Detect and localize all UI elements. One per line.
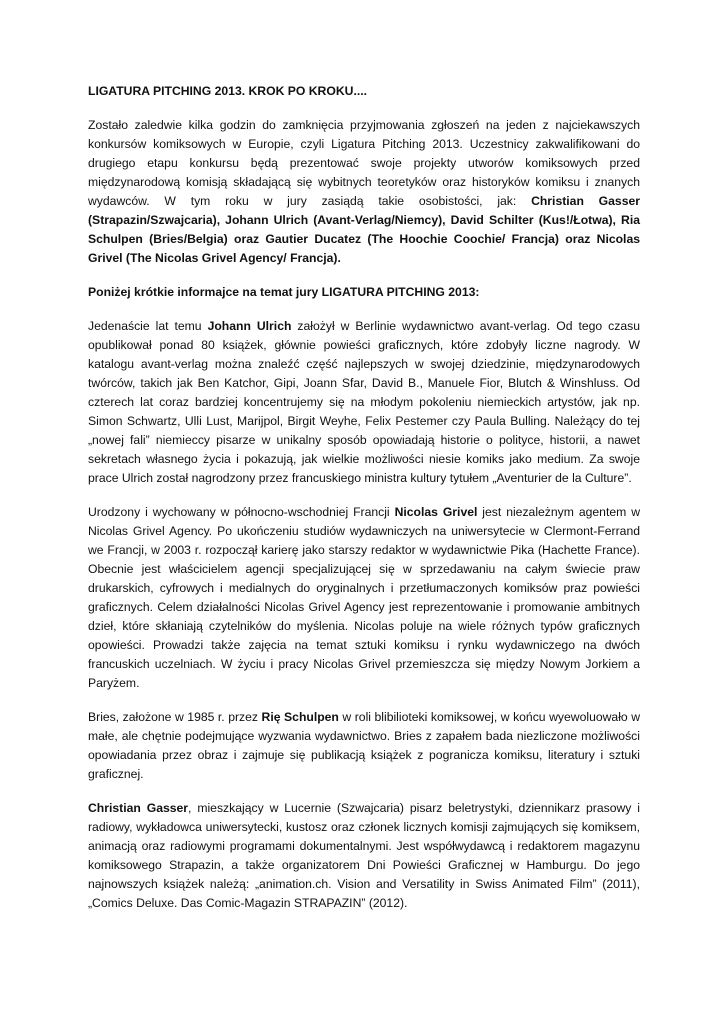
gasser-paragraph — [88, 799, 640, 913]
jury-subheading: Poniżej krótkie informajce na temat jury LIGATURA PITCHING 2013: — [88, 285, 480, 299]
ulrich-text-2: założył w Berlinie wydawnictwo avant-verlag. Od tego czasu opublikował ponad 80 książek, głównie powieści graficznych, które zdobyły liczne nagrody. W katalogu avant-verlag można znaleźć część najlepszych w swojej dziedzinie, międzynarodowych twórców, takich jak Ben Katchor, Gipi, Joann Sfar, David B., Manuele Fior, Blutch & Winshluss. Od czterech lat coraz bardziej koncentrujemy się na młodym pokoleniu niemieckich artystów, jak np. Simon Schwartz, Ulli Lust, Marijpol, Birgit Weyhe, Felix Pestemer czy Paula Bulling. Należący do tej „nowej fali” niemieccy pisarze w unikalny sposób opowiadają historie o polityce, historii, a nawet sekretach własnego życia i pokazują, jak wielkie możliwości niesie komiks jako medium. Za swoje prace Ulrich został nagrodzony przez francuskiego ministra kultury tytułem „Aventurier de la Culture”. — [88, 319, 640, 485]
gasser-text: , mieszkający w Lucernie (Szwajcaria) pisarz beletrystyki, dziennikarz prasowy i radiowy, wykładowca uniwersytecki, kustosz oraz członek licznych komisji zajmujących się komiksem, animacją oraz radiowymi programami dokumentalnymi. Jest współwydawcą i redaktorem magazynu komiksowego Strapazin, a także organizatorem Dni Powieści Graficznej w Hamburgu. Do jego najnowszych książek należą: „animation.ch. Vision and Versatility in Swiss Animated Film” (2011), „Comics Deluxe. Das Comic-Magazin STRAPAZIN” (2012). — [88, 801, 640, 910]
grivel-paragraph — [88, 503, 640, 693]
schulpen-paragraph — [88, 708, 640, 784]
ulrich-name: Johann Ulrich — [207, 319, 292, 333]
gasser-name: Christian Gasser — [88, 801, 189, 815]
document-title: LIGATURA PITCHING 2013. KROK PO KROKU.... — [88, 84, 367, 98]
intro-text: Zostało zaledwie kilka godzin do zamknięcia przyjmowania zgłoszeń na jeden z najciekawszych konkursów komiksowych w Europie, czyli Ligatura Pitching 2013. Uczestnicy zakwalifikowani do drugiego etapu konkursu będą prezentować swoje projekty utworów komiksowych przed międzynarodową komisją składającą się wybitnych teoretyków oraz historyków komiksu i znanych wydawców. W tym roku w jury zasiądą takie osobistości, jak: — [88, 118, 640, 208]
grivel-text-2: jest niezależnym agentem w Nicolas Grivel Agency. Po ukończeniu studiów wydawniczych na uniwersytecie w Clermont-Ferrand we Francji, w 2003 r. rozpoczął karierę jako starszy redaktor w wydawnictwie Pika (Hachette France). Obecnie jest właścicielem agencji specjalizującej się w sprzedawaniu na całym świecie praw drukarskich, cyfrowych i medialnych do oryginalnych i przetłumaczonych komiksów praz powieści graficznych. Celem działalności Nicolas Grivel Agency jest reprezentowanie i promowanie ambitnych dzieł, które skłaniają czytelników do myślenia. Nicolas poluje na wiele różnych typów graficznych opowieści. Prowadzi także zajęcia na temat sztuki komiksu i rynku wydawniczego na dwóch francuskich uczelniach. W życiu i pracy Nicolas Grivel przemieszcza się między Nowym Jorkiem a Paryżem. — [88, 505, 640, 690]
schulpen-text-2: w roli blibilioteki komiksowej, w końcu wyewoluowało w małe, ale chętnie podejmujące wyzwania wydawnictwo. Bries z zapałem bada niezliczone możliwości opowiadania przez obraz i zajmuje się publikacją książek z pogranicza komiksu, literatury i sztuki graficznej. — [88, 710, 641, 781]
ulrich-paragraph — [88, 317, 640, 488]
jury-list: Christian Gasser (Strapazin/Szwajcaria), Johann Ulrich (Avant-Verlag/Niemcy), David Schilter (Kus!/Łotwa), Ria Schulpen (Bries/Belgia) oraz Gautier Ducatez (The Hoochie Coochie/ Francja) oraz Nicolas Grivel (The Nicolas Grivel Agency/ Francja). — [88, 194, 640, 265]
intro-paragraph — [88, 116, 640, 268]
grivel-text-1: Urodzony i wychowany w północno-wschodniej Francji — [88, 505, 395, 519]
grivel-name: Nicolas Grivel — [394, 505, 478, 519]
schulpen-name: Rię Schulpen — [261, 710, 339, 724]
ulrich-text-1: Jedenaście lat temu — [88, 319, 208, 333]
schulpen-text-1: Bries, założone w 1985 r. przez — [88, 710, 262, 724]
